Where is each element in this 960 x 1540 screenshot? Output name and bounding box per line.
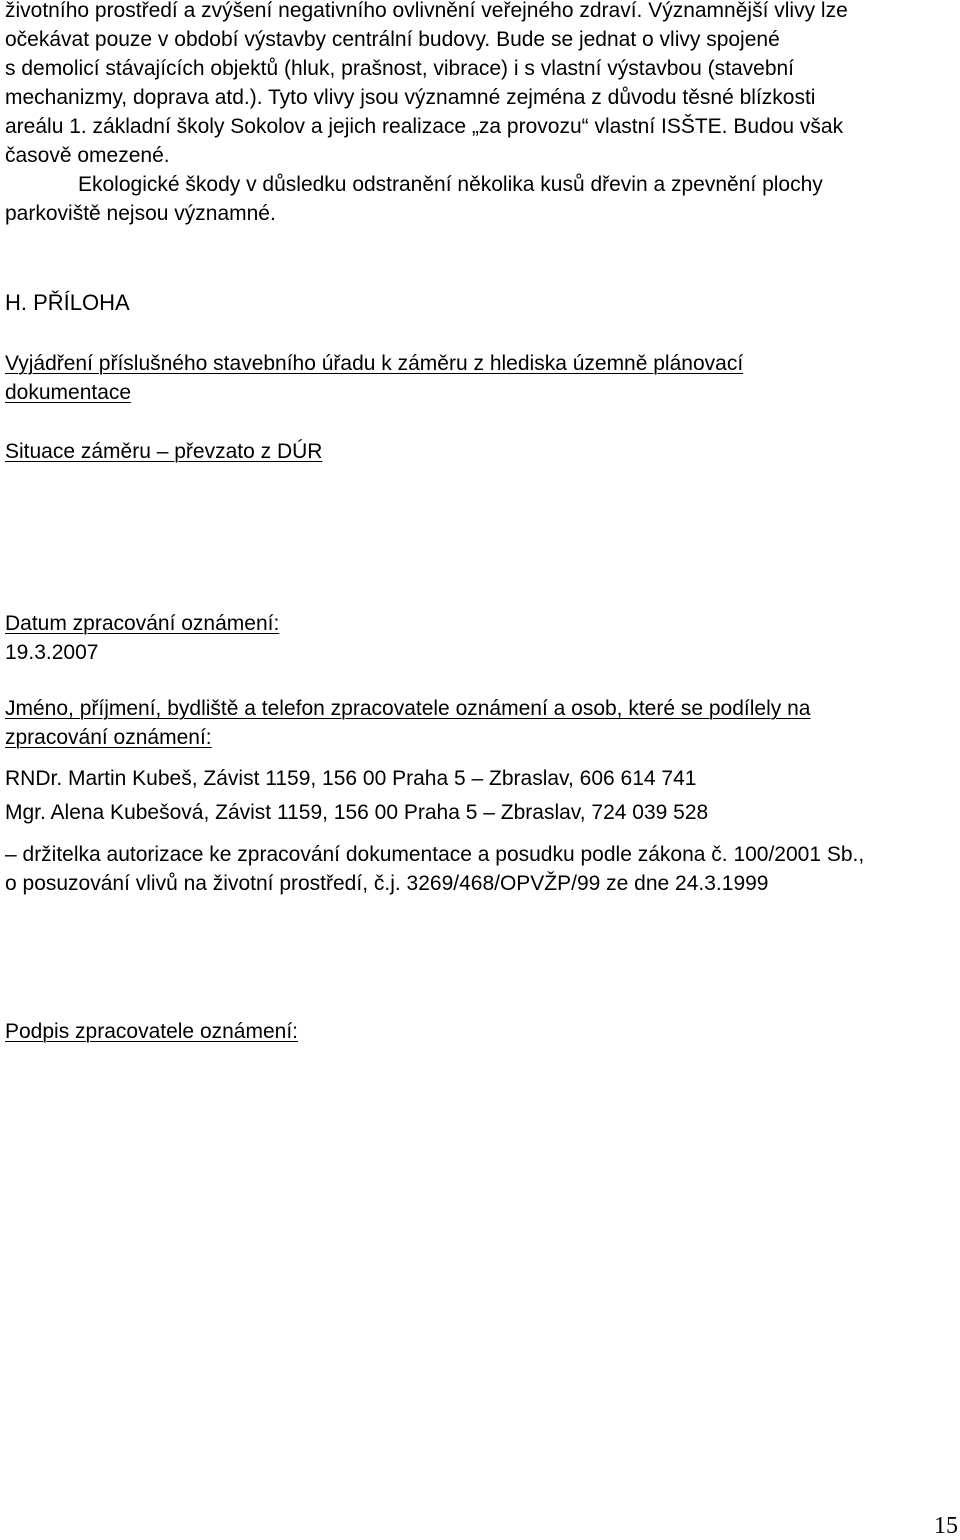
author-person-2: Mgr. Alena Kubešová, Závist 1159, 156 00 Praha 5 – Zbraslav, 724 039 528 xyxy=(5,801,709,824)
intro-line-6: časově omezené. xyxy=(5,144,170,167)
intro-line-3: s demolicí stávajících objektů (hluk, prašnost, vibrace) i s vlastní výstavbou (stavební xyxy=(5,57,795,80)
situation-label: Situace záměru – převzato z DÚR xyxy=(5,440,323,463)
intro-line-2: očekávat pouze v období výstavby centrální budovy. Bude se jednat o vlivy spojené xyxy=(5,28,780,51)
date-label: Datum zpracování oznámení: xyxy=(5,612,280,635)
signature-label: Podpis zpracovatele oznámení: xyxy=(5,1020,299,1043)
authors-label-line-1: Jméno, příjmení, bydliště a telefon zpracovatele oznámení a osob, které se podílely na xyxy=(5,697,811,720)
page-number: 15 xyxy=(934,1513,958,1539)
statement-line-2: dokumentace xyxy=(5,381,132,404)
intro-line-1: životního prostředí a zvýšení negativního ovlivnění veřejného zdraví. Významnější vlivy lze xyxy=(5,0,848,22)
authorization-line-1: – držitelka autorizace ke zpracování dokumentace a posudku podle zákona č. 100/2001 Sb., xyxy=(5,843,865,866)
eco-line-2: parkoviště nejsou významné. xyxy=(5,202,276,225)
authorization-line-2: o posuzování vlivů na životní prostředí, č.j. 3269/468/OPVŽP/99 ze dne 24.3.1999 xyxy=(5,872,769,895)
intro-line-4: mechanizmy, doprava atd.). Tyto vlivy jsou významné zejména z důvodu těsné blízkosti xyxy=(5,86,816,109)
date-value: 19.3.2007 xyxy=(5,641,99,664)
eco-line-1: Ekologické škody v důsledku odstranění několika kusů dřevin a zpevnění plochy xyxy=(78,173,823,196)
author-person-1: RNDr. Martin Kubeš, Závist 1159, 156 00 Praha 5 – Zbraslav, 606 614 741 xyxy=(5,767,697,790)
intro-line-5: areálu 1. základní školy Sokolov a jejich realizace „za provozu“ vlastní ISŠTE. Budou však xyxy=(5,115,844,138)
statement-line-1: Vyjádření příslušného stavebního úřadu k záměru z hlediska územně plánovací xyxy=(5,352,744,375)
appendix-heading: H. PŘÍLOHA xyxy=(5,290,130,315)
authors-label-line-2: zpracování oznámení: xyxy=(5,726,212,749)
